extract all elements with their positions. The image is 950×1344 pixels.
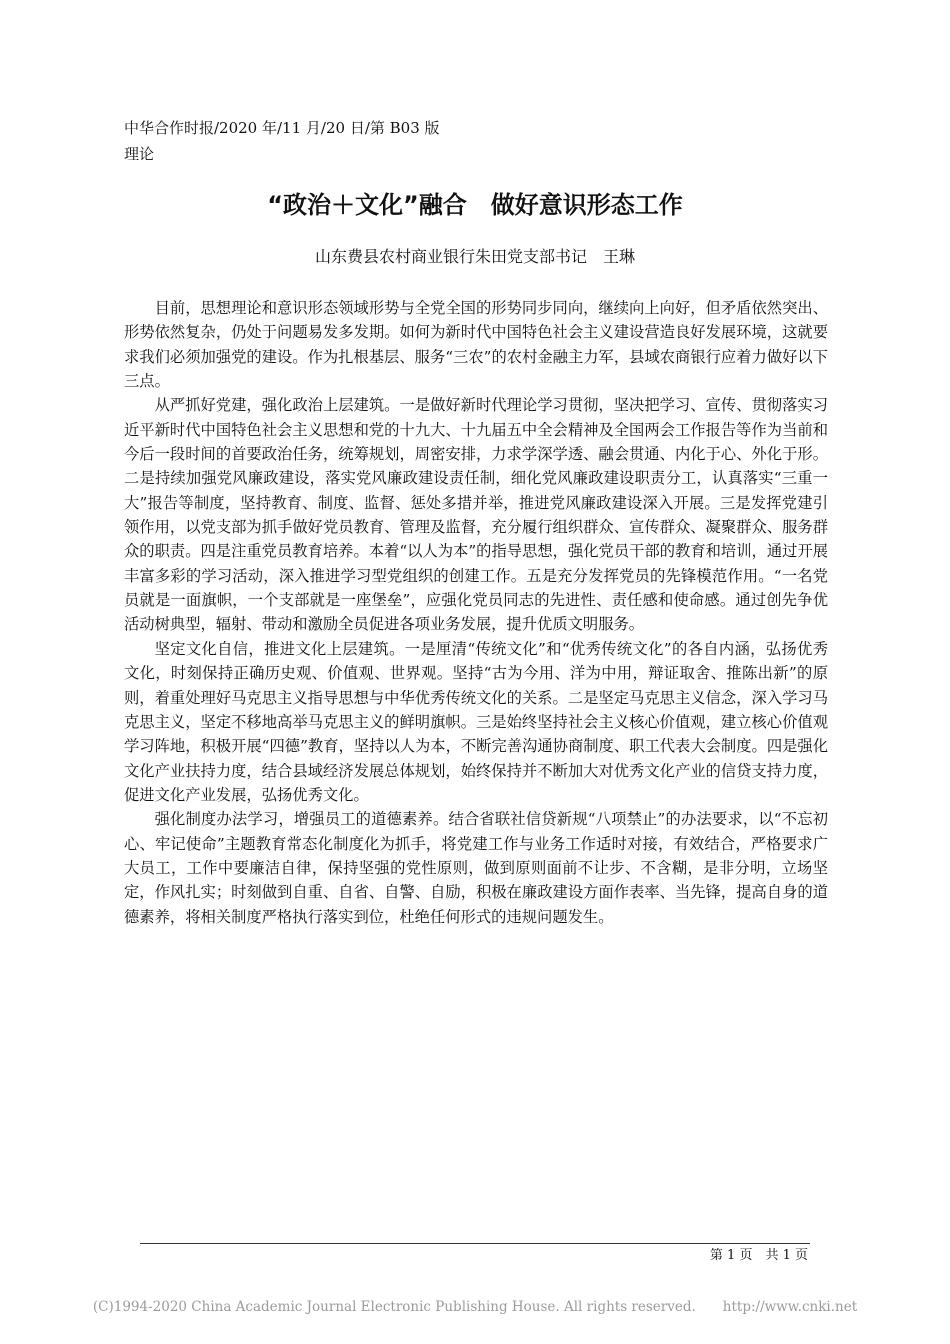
source-line: 中华合作时报/2020 年/11 月/20 日/第 B03 版 <box>124 119 440 137</box>
copyright-watermark: (C)1994-2020 China Academic Journal Electronic Publishing House. All rights reserved. http://www.cnki.net <box>92 1299 858 1315</box>
footer-divider <box>140 1243 810 1244</box>
article-author: 山东费县农村商业银行朱田党支部书记 王琳 <box>314 247 635 266</box>
article-body <box>124 296 828 929</box>
section-label: 理论 <box>124 145 155 163</box>
paragraph-intro: 目前，思想理论和意识形态领域形势与全党全国的形势同步同向，继续向上向好，但矛盾依然突出、形势依然复杂，仍处于问题易发多发期。如何为新时代中国特色社会主义建设营造良好发展环境，这就要求我们必须加强党的建设。作为扎根基层、服务“三农”的农村金融主力军，县域农商银行应着力做好以下三点。 <box>124 299 829 391</box>
page-indicator: 第 1 页 共 1 页 <box>709 1248 808 1263</box>
paragraph-cultural-confidence: 坚定文化自信，推进文化上层建筑。一是厘清“传统文化”和“优秀传统文化”的各自内涵，弘扬优秀文化，时刻保持正确历史观、价值观、世界观。坚持“古为今用、洋为中用，辩证取舍、推陈出新”的原则，着重处理好马克思主义指导思想与中华优秀传统文化的关系。二是坚定马克思主义信念，深入学习马克思主义，坚定不移地高举马克思主义的鲜明旗帜。三是始终坚持社会主义核心价值观，建立核心价值观学习阵地，积极开展“四德”教育，坚持以人为本，不断完善沟通协商制度、职工代表大会制度。四是强化文化产业扶持力度，结合县域经济发展总体规划，始终保持并不断加大对优秀文化产业的信贷支持力度，促进文化产业发展，弘扬优秀文化。 <box>124 639 829 804</box>
article-title: “政治＋文化”融合 做好意识形态工作 <box>267 191 683 219</box>
paragraph-ethics: 强化制度办法学习，增强员工的道德素养。结合省联社信贷新规“八项禁止”的办法要求，以“不忘初心、牢记使命”主题教育常态化制度化为抓手，将党建工作与业务工作适时对接，有效结合，严格要求广大员工，工作中要廉洁自律，保持坚强的党性原则，做到原则面前不让步、不含糊，是非分明，立场坚定，作风扎实；时刻做到自重、自省、自警、自励，积极在廉政建设方面作表率、当先锋，提高自身的道德素养，将相关制度严格执行落实到位，杜绝任何形式的违规问题发生。 <box>124 810 828 926</box>
paragraph-party-building: 从严抓好党建，强化政治上层建筑。一是做好新时代理论学习贯彻，坚决把学习、宣传、贯彻落实习近平新时代中国特色社会主义思想和党的十九大、十九届五中全会精神及全国两会工作报告等作为当前和今后一段时间的首要政治任务，统筹规划，周密安排，力求学深学透、融会贯通、内化于心、外化于形。二是持续加强党风廉政建设，落实党风廉政建设责任制，细化党风廉政建设职责分工，认真落实“三重一大”报告等制度，坚持教育、制度、监督、惩处多措并举，推进党风廉政建设深入开展。三是发挥党建引领作用，以党支部为抓手做好党员教育、管理及监督，充分履行组织群众、宣传群众、凝聚群众、服务群众的职责。四是注重党员教育培养。本着“以人为本”的指导思想，强化党员干部的教育和培训，通过开展丰富多彩的学习活动，深入推进学习型党组织的创建工作。五是充分发挥党员的先锋模范作用。“一名党员就是一面旗帜，一个支部就是一座堡垒”，应强化党员同志的先进性、责任感和使命感。通过创先争优活动树典型，辐射、带动和激励全员促进各项业务发展，提升优质文明服务。 <box>124 396 829 634</box>
